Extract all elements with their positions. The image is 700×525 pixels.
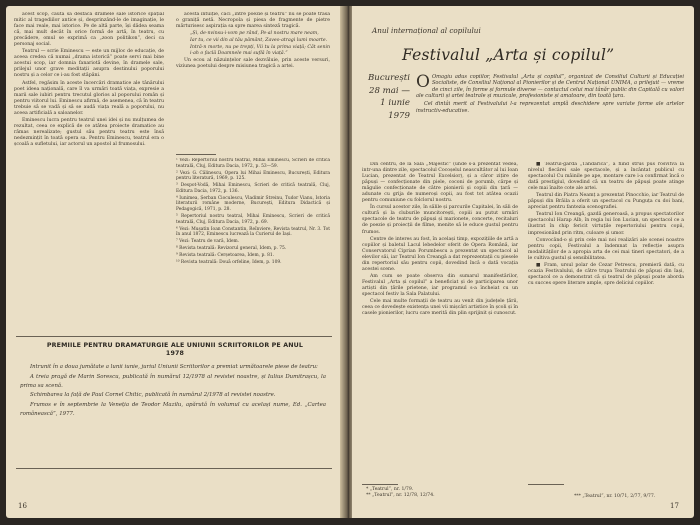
- paragraph: În cursul acestor zile, în sălile și parcurile Capitalei, în săli de cultură și la cluburile muncitorești, copiii au putut urmări spectacole de teatru de păpuși și marionete, concerte, recitaluri de poezie și proiecții de filme, menite să le educe gustul pentru frumos.: [362, 205, 518, 235]
- verse-line: Intră-n morte, nu pe trepți, Vii tu la prima viață; Cât senin i-ah o faclă Doamnele mai suflă în viață.”: [190, 45, 330, 57]
- paragraph: Astfel, regăsim în aceste încercări dramatice ale tânărului poet ideea națională, care îl va urmări toată viața, expresie a marii sale iubiri pentru trecutul glorios al poporului român și pentru viitorul lui. Eminescu afirmă, de asemenea, că în teatru trebuie să se vadă și să se audă viața reală a poporului, nu aceea artificială a saloanelor.: [14, 80, 164, 116]
- right-column-1: [362, 162, 518, 480]
- paragraph: Teatrul — scrie Eminescu — este un mijloc de educație, de aceea credea că numai „drama istorică” poate servi mai bine acestui scop, iar domnia fanariotă devine, în dramele sale, prilejul unor grave meditații asupra destinului poporului nostru și a celor ce i-au fost stăpâni.: [14, 49, 164, 79]
- dateline: [356, 72, 410, 122]
- note: ⁹ Revista teatrală: Cerșetoarea, Idem, p. 81.: [176, 253, 275, 259]
- dateline-start: 28 mai —: [368, 85, 410, 96]
- article-intro: [416, 74, 684, 115]
- paragraph: Am cum se poate observa din sumarul manifestărilor, Festivalul „Arta și copilul” a beneficiat și de participarea unor artiști din țările prietene, iar programul s-a încheiat cu un spectacol festiv la Sala Palatului.: [362, 273, 518, 297]
- box-paragraph: Intrunit în a doua jumătate a lunii iunie, juriul Uniunii Scriitorilor a premiat următoarele piese de teatru:: [30, 364, 318, 370]
- note: ¹ Vezi: Repertoriul nostru teatral, Mihai Eminescu, Scrieri de critică teatrală, Cluj, Editura Dacia, 1972, p. 53—59.: [176, 158, 330, 169]
- drop-cap: O: [416, 72, 430, 92]
- note: ³ Despot-Vodă, Mihai Eminescu, Scrieri de critică teatrală, Cluj, Editura Dacia, 1972, p. 136.: [176, 183, 330, 194]
- note: ⁶ Vezi: Mușatin Ioan Constantin, Reînviere, Revista teatrul, Nr. 3. Tot în anul 1872, Eminescu lucrează la Curierul de Iași.: [176, 226, 330, 238]
- left-page: [6, 6, 344, 518]
- note: ⁷ Vezi: Teatru de vară, Idem.: [176, 239, 240, 245]
- page-number-right: 17: [670, 502, 679, 510]
- box-paragraph: Schimbarea la față de Paul Cornel Chitic, publicată în numărul 2/1978 al revistei noastre.: [30, 392, 276, 399]
- left-notes: [176, 158, 330, 328]
- right-column-2: [528, 162, 684, 480]
- paragraph: Eminescu lucra pentru teatrul unei idei și nu mulțumea de rezultat, ceea ce explică de ce atâtea proiecte dramatice au rămas nerealizate; gustul său pentru teatru este însă nedezmințit în toată opera sa. Pentru Eminescu, teatrul era o școală a sufletului, iar actorul un apostol al frumosului.: [14, 117, 164, 147]
- verse-line: Iar tu, ce vii din al tău pământ, Zaveo-atragi lumi moarte.: [190, 38, 328, 44]
- paragraph: Centre de interes au fost, în același timp, expozițiile de artă a copiilor și baletul Lacul lebedelor oferit de Opera Română, iar Conservatorul Ciprian Porumbescu a prezentat un spectacol al elevilor săi, iar Teatrul Ion Creangă a dat reprezentații cu piesele din repertoriul său pentru copii, dovedind încă o dată vocația acestei scene.: [362, 236, 518, 272]
- paragraph: Cele mai multe formații de teatru au venit din județele țării, ceea ce dovedește existența unei vii mișcări artistice în școli și în casele pionierilor, lucru care merită din plin sprijinit și cunoscut.: [362, 299, 518, 317]
- verse-line: „Și, de-nvinsu-i-vom pe rând, Pe-al nostru mare neam,: [190, 31, 319, 37]
- footnote: ** „Teatrul”, nr. 12/78, 12/74.: [366, 493, 435, 498]
- page-number-left: 16: [18, 502, 27, 510]
- paragraph: Convocând-o și prin cele mai noi realizări ale scenei noastre pentru copii, Festivalul a îndemnat la reflecție asupra modalităților de a apropia arta de cei mai tineri spectatori, de a le cultiva gustul și sensibilitatea.: [528, 237, 684, 261]
- prizes-box-body: [20, 363, 326, 420]
- left-column-1: [14, 12, 164, 327]
- intro-text: Omagiu adus copiilor, Festivalul „Arta și copilul”, organizat de Consiliul Culturii și Educației Socialiste, de Consiliul Național al Pionierilor și de Centrul Național UNIMA, a prilejuit — vreme de cinci zile, în forme și formule diverse — contactul celui mai tânăr public din Capitală cu valori ale culturii și artei teatrale și muzicale, profesioniste și amatoare, din toată țara.: [416, 74, 684, 100]
- box-rule-bottom: [16, 468, 332, 469]
- note: ² Vezi: G. Călinescu, Opera lui Mihai Eminescu, București, Editura pentru literatură, 1969, p. 125.: [176, 170, 330, 182]
- article-title: Festivalul „Arta și copilul”: [402, 46, 615, 64]
- intro-paragraph: Cel dintâi merit al Festivalului l-a reprezentat amplă deschidere spre variate forme ale artelor instructiv-educative.: [416, 101, 684, 114]
- footnote: * „Teatrul”, nr. 1/79.: [366, 487, 414, 492]
- footnotes-col1: [366, 487, 516, 499]
- note: ⁴ Iunimea, Șerban Cioculescu, Vladimir Streinu, Tudor Vianu, Istoria literaturii române moderne, București, Editura Didactică și Pedagogică, 1971, p. 28.: [176, 195, 330, 213]
- left-column-2: [176, 12, 330, 152]
- box-paragraph: A treia pragă de Marin Sorescu, publicată în numărul 12/1978 al revistei noastre, și Iulius Dumitrașcu, la prima sa scenă.: [20, 373, 326, 389]
- notes-separator: [176, 154, 216, 155]
- dateline-year: 1979: [388, 110, 410, 121]
- paragraph: acest scop, căuta să desfacă dramele sale istorice spațial mitic al tragediilor antice și, desprinzând-le de imaginație, le face mai reale, mai istorice. Pe de altă parte, își dădea seama că, mai mult decât în orice formă de artă, în teatru, cu precădere, omul se exprimă ca „zoon politikon”, deci ca personaj social.: [14, 12, 164, 48]
- note: ¹⁰ Revista teatrală: Două orfeline, Idem, p. 109.: [176, 259, 282, 265]
- box-rule-top: [16, 336, 332, 337]
- note: ⁸ Revista teatrală: Revizorul general, Idem, p. 75.: [176, 246, 287, 252]
- paragraph: Teatrul din Piatra Neamț a prezentat Pinocchio, iar Teatrul de păpuși din Brăila a oferit un spectacol cu Punguța cu doi bani, apreciat pentru fantezia scenografiei.: [528, 193, 684, 211]
- paragraph: Un ecou al năzuințelor sale dezvăluie, prin aceste versuri, viziunea poetului despre misiunea tragică a artei.: [176, 58, 330, 70]
- paragraph: ■ Teatrul-gardă „Tăndărică”, a fiind strus pus rosvitva la nivelul fiecărei sale spectacole, și a încântat publicul cu spectacolul Cu mâinile pe ape, montare care i-a confirmat încă o dată prestigiul, dovedind că un teatru de păpuși poate atinge cele mai înalte cote ale artei.: [528, 162, 684, 192]
- footnote-col2: *** „Teatrul”, nr. 10/71, 2/77, 9/77.: [574, 494, 656, 499]
- paragraph: Teatrul Ion Creangă, gazdă generoasă, a propus spectatorilor spectacolul Harap Alb, în regia lui Ion Lucian, un spectacol ce a ilustrat în chip fericit virtuțile repertoriului pentru copii, impresionând prin ritm, culoare și umor.: [528, 212, 684, 236]
- footnote-rule-1: [362, 484, 398, 485]
- paragraph: Din centru, de la Sala „Majestic” (unde s-a prezentat vedea, intr-una dintre zile, spectacolul Cocoșelul neascultător al lui Ioan Lucian, prezentat de Teatrul Excelsior), și a căror zițire de păpuși — confecționate din piele, coconi de porumb, cârpe și măgulie confecționate de către pionierii și copiii din țară — adunate cu grija de numeroși copii, au fost tot atâtea ocazii pentru comuniune cu folclorul nostru.: [362, 162, 518, 204]
- prizes-box-title: PREMIILE PENTRU DRAMATURGIE ALE UNIUNII SCRIITORILOR PE ANUL 1978: [46, 342, 304, 357]
- paragraph: ■ Fram, ursul polar de Cezar Petrescu, premieră dată, cu ocazia Festivalului, de către trupa Teatrului de păpuși din Iași, spectacol ce a demonstrat că și teatrul de păpuși poate aborda cu succes opere literare ample, spre deliciul copiilor.: [528, 262, 684, 286]
- paragraph: acestă intuiție, căci „între poezie și teatru” nu se poate trasa o graniță netă. Necropola și piesa de fragmente de pietre mărturisesc aspirația sa spre marea sinteză tragică.: [176, 12, 330, 30]
- dateline-city: București: [367, 73, 410, 83]
- section-kicker: Anul internațional al copilului: [372, 26, 481, 35]
- note: ⁵ Repertoriul nostru teatral, Mihai Eminescu, Scrieri de critică teatrală, Cluj, Editura Dacia, 1972, p. 69.: [176, 214, 330, 225]
- right-page: [352, 6, 694, 518]
- dateline-end: 1 iunie: [380, 98, 410, 108]
- box-paragraph: Frumos e în septembrie la Veneția de Teodor Mazilu, apărută în volumul cu același nume, Ed. „Cartea românească”, 1977.: [20, 402, 326, 417]
- footnote-rule-2: [528, 484, 564, 485]
